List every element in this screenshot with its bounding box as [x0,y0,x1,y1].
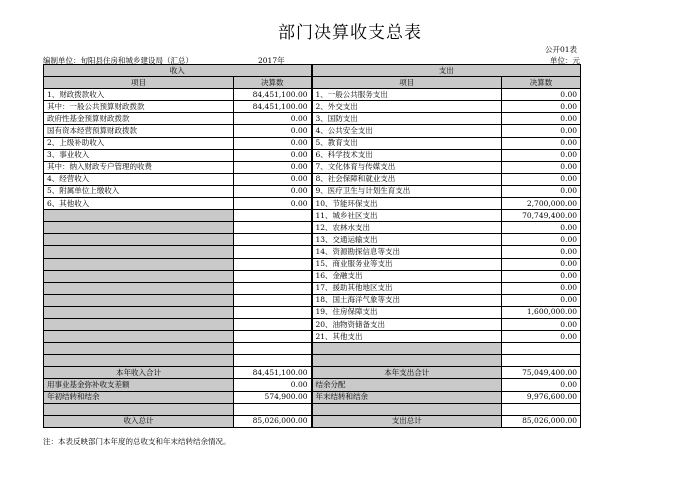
expense-item-label: 11、城乡社区支出 [312,210,502,222]
expense-item-value: 0.00 [502,101,581,113]
income-item-header: 项目 [44,77,234,89]
income-blank-value [234,246,312,258]
income-blank-value [234,222,312,234]
income-item-value: 0.00 [234,113,312,125]
expense-item-label: 7、文化体育与传媒支出 [312,161,502,173]
income-blank-label [44,343,234,355]
table-row [44,101,581,113]
income-item-label: 政府性基金预算财政拨款 [44,113,234,125]
expense-item-label: 6、科学技术支出 [312,149,502,161]
expense-item-header: 项目 [312,77,502,89]
expense-total-label: 本年支出合计 [312,367,502,379]
income-blank-label [44,306,234,318]
expense-item-label: 15、商业服务业等支出 [312,258,502,270]
footnote: 注：本表反映部门本年度的总收支和年末结转结余情况。 [43,437,231,446]
table-row [44,270,581,282]
income-amount-header: 决算数 [234,77,312,89]
expense-item-value: 0.00 [502,282,581,294]
expense-item-label: 2、外交支出 [312,101,502,113]
section-header-row [44,65,581,77]
expense-amount-header: 决算数 [502,77,581,89]
expense-item-value: 0.00 [502,173,581,185]
expense-item-value: 0.00 [502,149,581,161]
income-item-label: 3、事业收入 [44,149,234,161]
income-total-value: 84,451,100.00 [234,367,312,379]
carry-in-label: 年初结转和结余 [44,391,234,403]
expense-item-value: 0.00 [502,222,581,234]
column-header-row [44,77,581,89]
income-blank-value [234,270,312,282]
table-row [44,222,581,234]
table-row [44,343,581,355]
totals-row [44,367,581,379]
table-row [44,137,581,149]
income-item-label: 5、附属单位上缴收入 [44,185,234,197]
expense-item-value: 0.00 [502,331,581,343]
compiling-unit: 编制单位：旬阳县住房和城乡建设局（汇总） [43,56,193,65]
table-row [44,210,581,222]
special-fund-label: 用事业基金弥补收支差额 [44,379,234,391]
expense-item-label: 20、油物资储备支出 [312,318,502,330]
expense-item-value: 0.00 [502,185,581,197]
income-item-value: 0.00 [234,137,312,149]
income-item-value: 0.00 [234,125,312,137]
table-row [44,246,581,258]
income-blank-label [44,294,234,306]
income-blank-value [234,294,312,306]
expense-blank-value [502,355,581,367]
income-blank-label [44,270,234,282]
income-item-label: 1、财政拨款收入 [44,89,234,101]
expense-item-value: 2,700,000.00 [502,198,581,210]
expense-item-value: 0.00 [502,125,581,137]
blank-row [44,403,581,415]
report-title: 部门决算收支总表 [278,23,422,43]
carry-out-label: 年末结转和结余 [312,391,502,403]
income-blank-value [234,306,312,318]
expense-item-value: 70,749,400.00 [502,210,581,222]
expense-blank-label [312,343,502,355]
table-row [44,355,581,367]
expense-item-value: 0.00 [502,89,581,101]
carry-in-value: 574,900.00 [234,391,312,403]
table-row [44,125,581,137]
income-blank-value [234,331,312,343]
income-expense-table [43,64,581,428]
income-item-label: 4、经营收入 [44,173,234,185]
income-item-value: 0.00 [234,173,312,185]
expense-item-label: 17、援助其他地区支出 [312,282,502,294]
expense-item-value: 0.00 [502,234,581,246]
income-blank-label [44,222,234,234]
expense-item-value: 0.00 [502,113,581,125]
table-row [44,234,581,246]
table-row [44,282,581,294]
income-blank-label [44,210,234,222]
table-row [44,198,581,210]
income-item-value: 0.00 [234,185,312,197]
income-blank-value [234,234,312,246]
expense-blank-label [312,355,502,367]
blank-cell [502,403,581,415]
carry-out-value: 9,976,600.00 [502,391,581,403]
expense-item-label: 3、国防支出 [312,113,502,125]
income-blank-label [44,234,234,246]
income-blank-label [44,318,234,330]
adjustment-row [44,379,581,391]
expense-item-label: 9、医疗卫生与计划生育支出 [312,185,502,197]
income-blank-value [234,282,312,294]
table-row [44,185,581,197]
income-blank-value [234,355,312,367]
income-item-value: 84,451,100.00 [234,89,312,101]
income-item-label: 6、其他收入 [44,198,234,210]
expense-item-label: 18、国土海洋气象等支出 [312,294,502,306]
expense-item-label: 5、教育支出 [312,137,502,149]
income-item-label: 国有资本经营预算财政拨款 [44,125,234,137]
expense-item-value: 0.00 [502,258,581,270]
expense-blank-value [502,343,581,355]
income-blank-value [234,318,312,330]
expense-item-label: 10、节能环保支出 [312,198,502,210]
distribution-label: 结余分配 [312,379,502,391]
grand-expense-value: 85,026,000.00 [502,415,581,427]
table-row [44,161,581,173]
blank-cell [312,403,502,415]
blank-cell [234,403,312,415]
expense-item-label: 4、公共安全支出 [312,125,502,137]
expense-item-value: 0.00 [502,318,581,330]
carryover-row [44,391,581,403]
table-row [44,149,581,161]
grand-income-value: 85,026,000.00 [234,415,312,427]
grand-total-row [44,415,581,427]
expense-item-value: 0.00 [502,161,581,173]
expense-item-value: 1,600,000.00 [502,306,581,318]
income-blank-value [234,210,312,222]
expense-item-label: 19、住房保障支出 [312,306,502,318]
expense-item-label: 16、金融支出 [312,270,502,282]
income-item-value: 0.00 [234,161,312,173]
expense-item-label: 1、一般公共服务支出 [312,89,502,101]
income-blank-label [44,331,234,343]
table-row [44,173,581,185]
income-total-label: 本年收入合计 [44,367,234,379]
table-row [44,318,581,330]
income-blank-label [44,355,234,367]
income-item-value: 84,451,100.00 [234,101,312,113]
table-row [44,89,581,101]
income-blank-label [44,246,234,258]
income-item-label: 其中：一般公共预算财政拨款 [44,101,234,113]
expense-item-label: 12、农林水支出 [312,222,502,234]
income-blank-value [234,343,312,355]
table-row [44,294,581,306]
grand-income-label: 收入总计 [44,415,234,427]
table-row [44,258,581,270]
income-blank-value [234,258,312,270]
table-row [44,331,581,343]
income-blank-label [44,282,234,294]
report-year: 2017年 [258,56,285,65]
distribution-value: 0.00 [502,379,581,391]
table-row [44,306,581,318]
special-fund-value: 0.00 [234,379,312,391]
currency-unit: 单位：元 [550,56,580,65]
expense-item-label: 21、其他支出 [312,331,502,343]
income-item-value: 0.00 [234,198,312,210]
expense-item-value: 0.00 [502,270,581,282]
expense-item-value: 0.00 [502,294,581,306]
table-row [44,113,581,125]
income-item-value: 0.00 [234,149,312,161]
expense-item-label: 13、交通运输支出 [312,234,502,246]
expense-section-header: 支出 [312,65,581,77]
form-code: 公开01表 [545,45,578,54]
expense-item-label: 14、资源勘探信息等支出 [312,246,502,258]
grand-expense-label: 支出总计 [312,415,502,427]
income-item-label: 2、上级补助收入 [44,137,234,149]
income-item-label: 其中：纳入财政专户管理的收费 [44,161,234,173]
expense-total-value: 75,049,400.00 [502,367,581,379]
blank-cell [44,403,234,415]
expense-item-value: 0.00 [502,137,581,149]
expense-item-value: 0.00 [502,246,581,258]
expense-item-label: 8、社会保障和就业支出 [312,173,502,185]
income-section-header: 收入 [44,65,312,77]
income-blank-label [44,258,234,270]
